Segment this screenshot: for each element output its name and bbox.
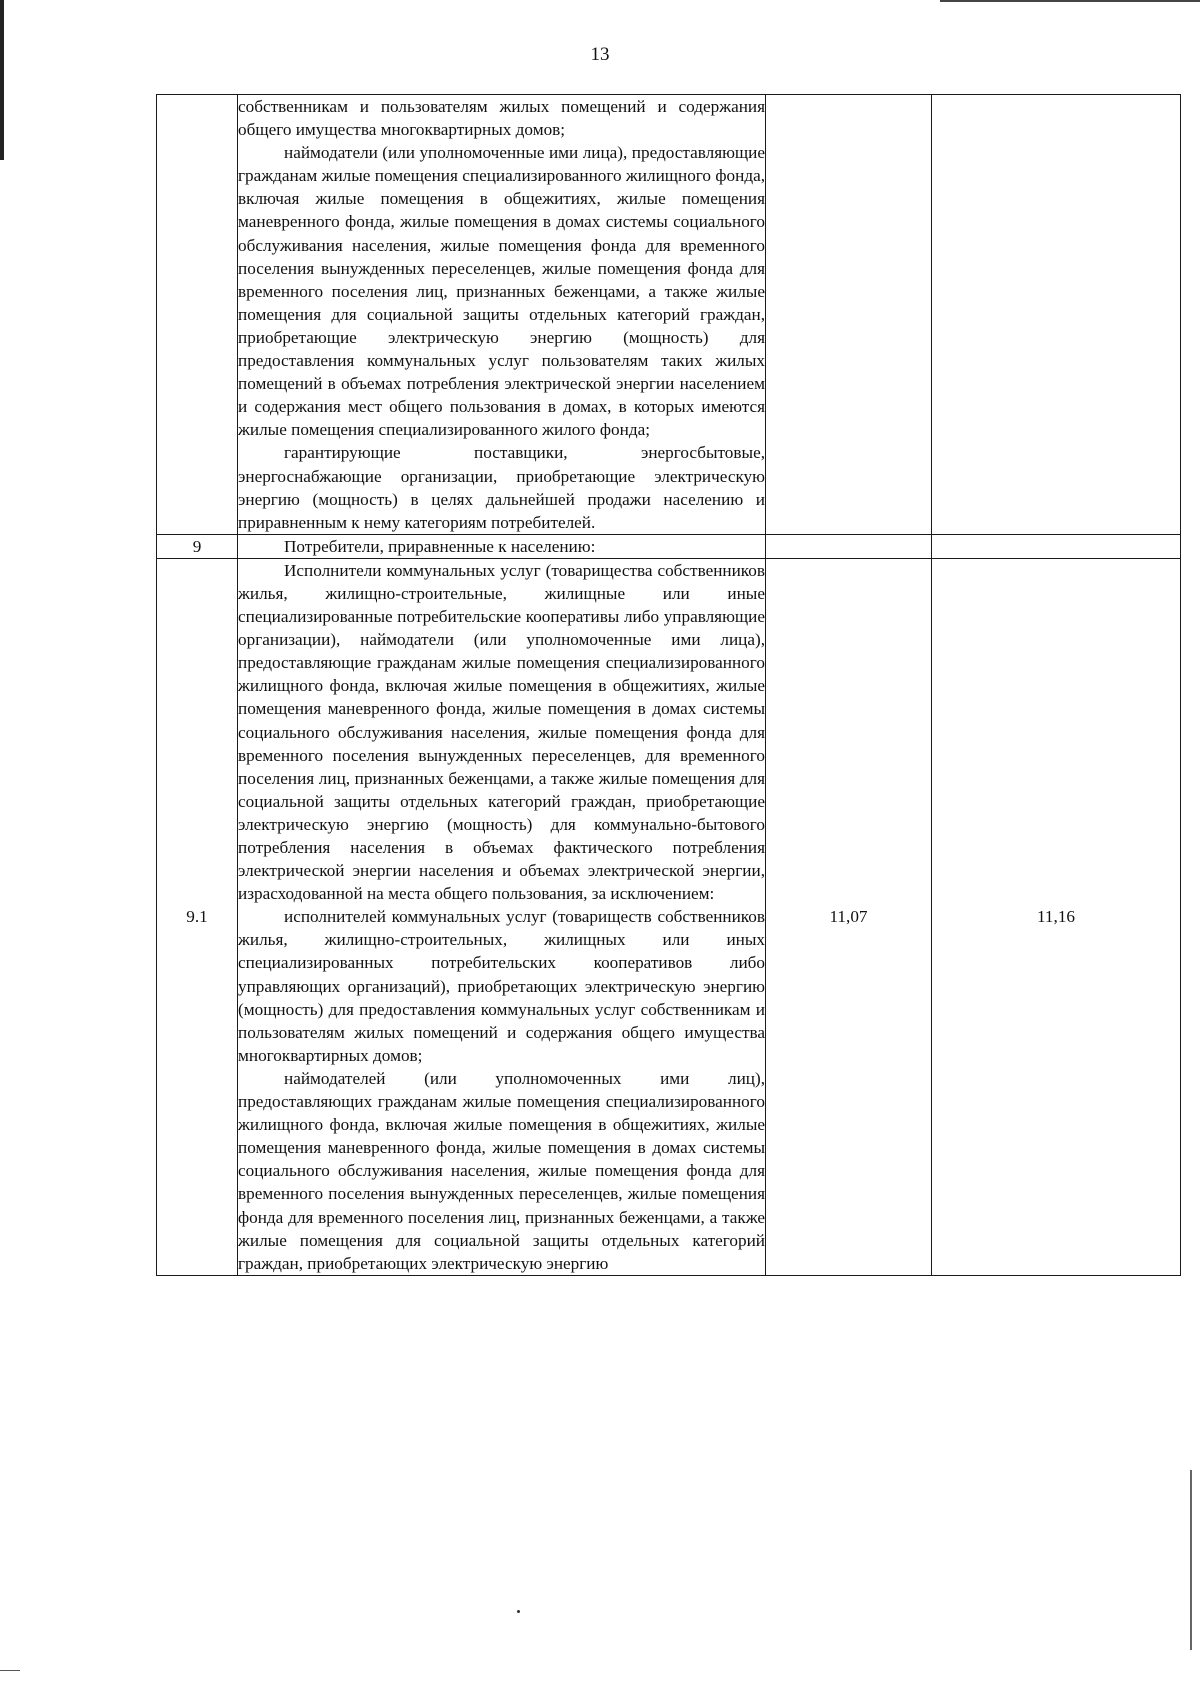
row-number (157, 95, 238, 535)
scan-edge-left (0, 0, 4, 160)
tariff-value-2 (932, 534, 1181, 558)
scan-edge-top (940, 0, 1200, 2)
paragraph: исполнителей коммунальных услуг (товариществ собственников жилья, жилищно-строительных, жилищных или иных специализированных потребительских кооперативов либо управляющих организаций), приобретающих электрическую энергию (мощность) для предоставления коммунальных услуг собственникам и пользователям жилых помещений и содержания общего имущества многоквартирных домов; (238, 907, 765, 1065)
row-description (238, 558, 766, 1275)
row-number: 9 (157, 534, 238, 558)
row-number: 9.1 (157, 558, 238, 1275)
scan-mark (0, 1670, 20, 1671)
tariff-table (156, 94, 1181, 1276)
tariff-value-2: 11,16 (932, 558, 1181, 1275)
row-description: Потребители, приравненные к населению: (238, 534, 766, 558)
paragraph: наймодателей (или уполномоченных ими лиц), предоставляющих гражданам жилые помещения специализированного жилищного фонда, включая жилые помещения в общежитиях, жилые помещения маневренного фонда, жилые помещения в домах системы социального обслуживания населения, жилые помещения фонда для временного поселения вынужденных переселенцев, жилые помещения фонда для временного поселения лиц, признанных беженцами, а также жилые помещения для социальной защиты отдельных категорий граждан, приобретающих электрическую энергию (238, 1068, 765, 1273)
paragraph: собственникам и пользователям жилых помещений и содержания общего имущества многоквартирных домов; (238, 97, 765, 140)
table-row (157, 534, 1181, 558)
paragraph: гарантирующие поставщики, энергосбытовые, энергоснабжающие организации, приобретающие электрическую энергию (мощность) в целях дальнейшей продажи населению и приравненным к нему категориям потребителей. (238, 443, 765, 532)
scan-speck (517, 1610, 520, 1613)
table-row (157, 95, 1181, 535)
paragraph: Исполнители коммунальных услуг (товарищества собственников жилья, жилищно-строительные, жилищные или иные специализированные потребительские кооперативы либо управляющие организации), наймодатели (или уполномоченные ими лица), предоставляющие гражданам жилые помещения специализированного жилищного фонда, включая жилые помещения в общежитиях, жилые помещения маневренного фонда, жилые помещения в домах системы социального обслуживания населения, жилые помещения фонда для временного поселения вынужденных переселенцев, для временного поселения лиц, признанных беженцами, а также жилые помещения для социальной защиты отдельных категорий граждан, приобретающие электрическую энергию (мощность) для коммунально-бытового потребления населения в объемах фактического потребления электрической энергии населения и объемах электрической энергии, израсходованной на места общего пользования, за исключением: (238, 560, 765, 904)
tariff-value-1: 11,07 (766, 558, 932, 1275)
table-row (157, 558, 1181, 1275)
page-number: 13 (590, 44, 610, 65)
tariff-value-1 (766, 534, 932, 558)
row-description (238, 95, 766, 535)
tariff-value-2 (932, 95, 1181, 535)
scan-edge-right (1190, 1470, 1192, 1650)
paragraph: наймодатели (или уполномоченные ими лица), предоставляющие гражданам жилые помещения специализированного жилищного фонда, включая жилые помещения в общежитиях, жилые помещения маневренного фонда, жилые помещения в домах системы социального обслуживания населения, жилые помещения фонда для временного поселения вынужденных переселенцев, жилые помещения фонда для временного поселения лиц, признанных беженцами, а также жилые помещения для социальной защиты отдельных категорий граждан, приобретающие электрическую энергию (мощность) для предоставления коммунальных услуг пользователям таких жилых помещений в объемах потребления электрической энергии населением и содержания мест общего пользования в домах, в которых имеются жилые помещения специализированного жилого фонда; (238, 143, 765, 440)
tariff-value-1 (766, 95, 932, 535)
